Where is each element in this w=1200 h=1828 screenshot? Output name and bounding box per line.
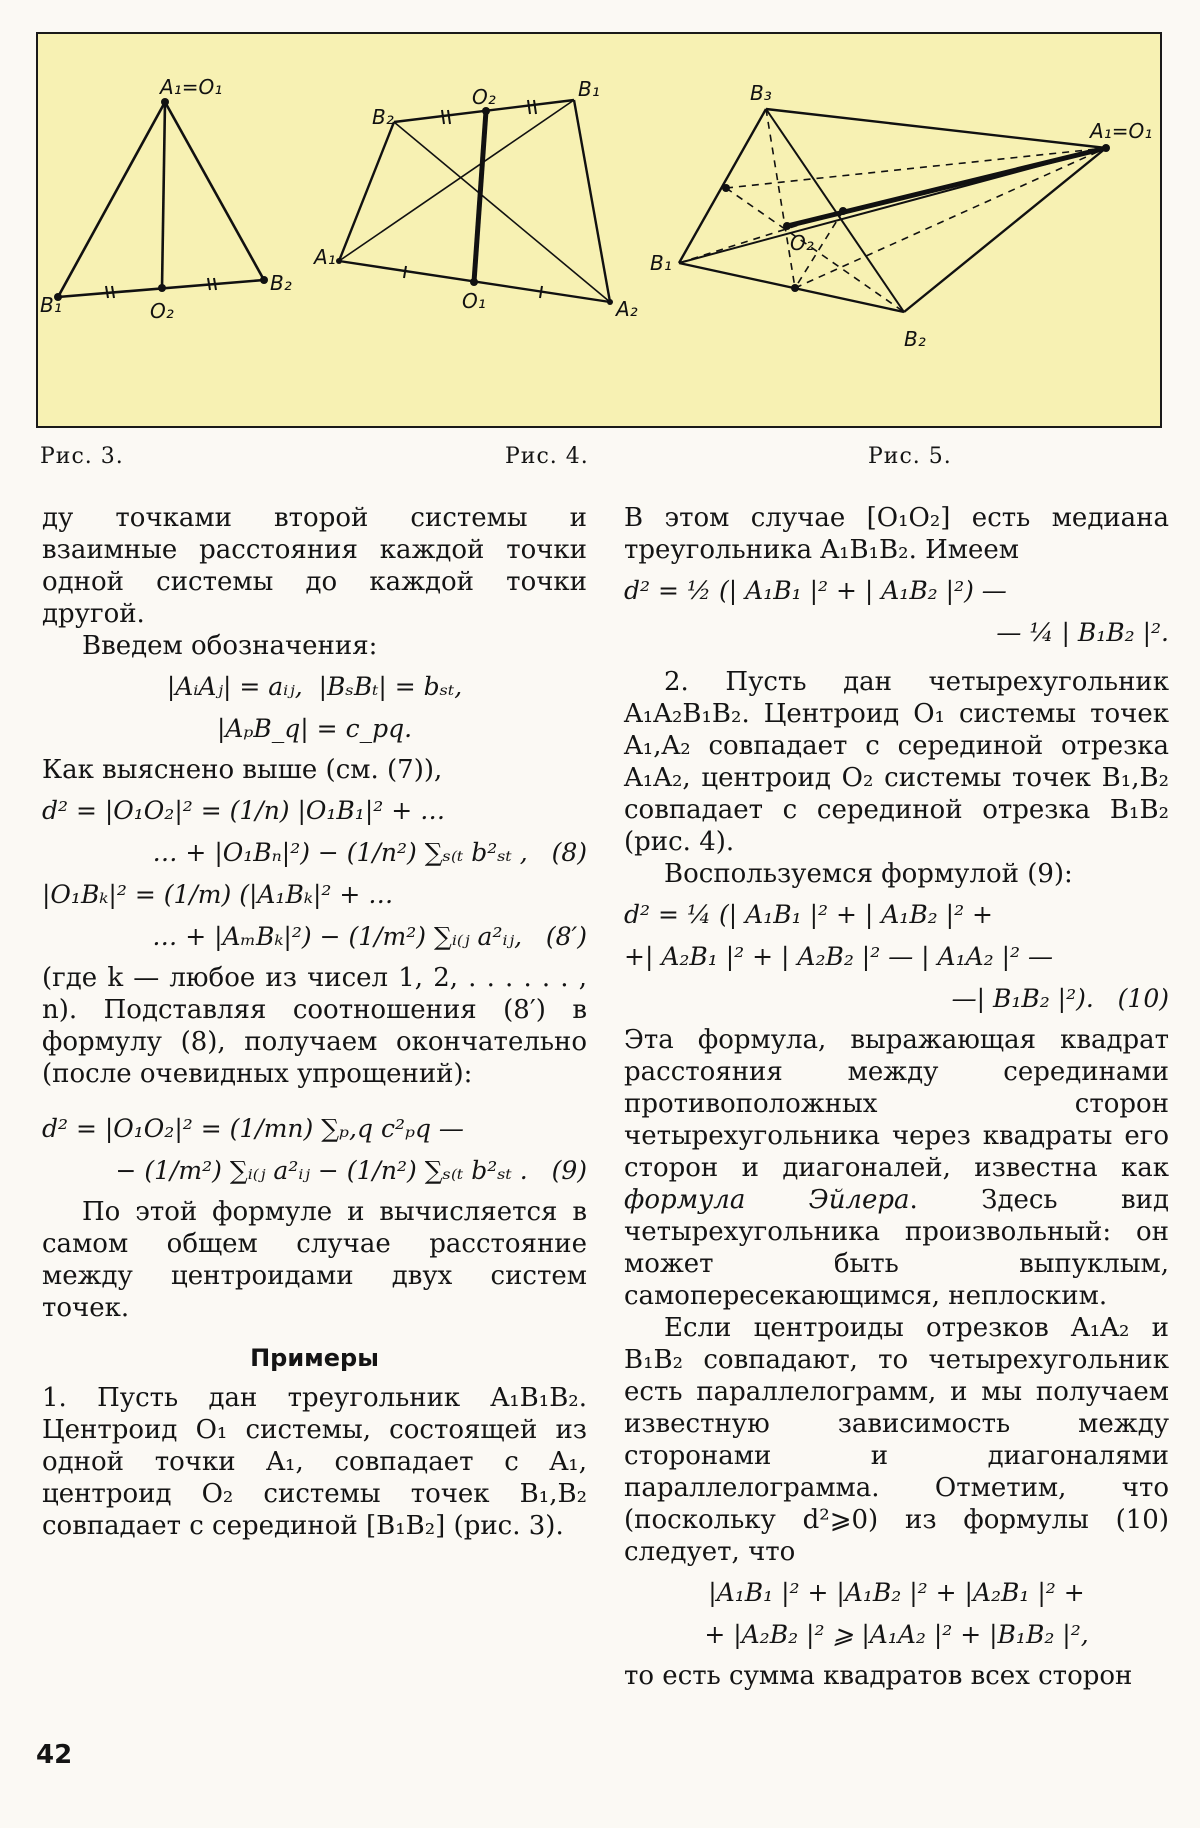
fig5-point-mid: [791, 284, 799, 292]
fig5-dashed: [726, 148, 1106, 188]
formula-10-line-2: +| A₂B₁ |² + | A₂B₂ |² — | A₁A₂ |² —: [624, 942, 1054, 971]
right-paragraph-2: 2. Пусть дан четырехугольник A₁A₂B₁B₂. Центроид O₁ системы точек A₁,A₂ совпадает с серединой отрезка A₁A₂, центроид O₂ системы точек B₁,B₂ совпадает с серединой отрезка B₁B₂ (рис. 4).: [624, 667, 1169, 857]
fig3-label-b1: B₁: [40, 293, 62, 317]
fig5-point-a1: [1102, 144, 1110, 152]
formula-9-line-2: − (1/m²) ∑ᵢ₍ⱼ a²ᵢⱼ − (1/n²) ∑ₛ₍ₜ b²ₛₜ . (9): [115, 1156, 587, 1185]
right-paragraph-4-post: . Здесь вид четырехугольника произвольный: он может быть выпуклым, самопересекающимся, неплоским.: [624, 1185, 1169, 1311]
right-paragraph-6: то есть сумма квадратов всех сторон: [624, 1661, 1133, 1691]
right-paragraph-5: Если центроиды отрезков A₁A₂ и B₁B₂ совпадают, то четырехугольник есть параллелограмм, и мы получаем известную зависимость между сторонами и диагоналями параллелограмма. Отметим, что (поскольку d²⩾0) из формулы (10) следует, что: [624, 1313, 1169, 1567]
fig4-drawing: [339, 100, 610, 302]
formula-notation-2: |AₚB_q| = c_pq.: [216, 714, 413, 743]
left-paragraph-5: По этой формуле и вычисляется в самом общем случае расстояние между центроидами двух систем точек.: [42, 1197, 587, 1323]
right-paragraph-4-pre: Эта формула, выражающая квадрат расстояния между серединами противоположных сторон четырехугольника через квадраты его сторон и диагоналей, известна как: [624, 1025, 1169, 1183]
formula-9-line-1: d² = |O₁O₂|² = (1/mn) ∑ₚ,q c²ₚq —: [42, 1114, 464, 1143]
fig3-tick: [208, 278, 210, 290]
euler-formula-term: формула Эйлера: [624, 1185, 910, 1215]
fig5-dashed: [766, 109, 795, 288]
figure-panel: [36, 32, 1162, 428]
fig3-tick: [106, 286, 108, 298]
fig5-edge-b3a1: [766, 109, 1106, 148]
fig4-label-b1: B₁: [578, 77, 600, 101]
left-paragraph-1: ду точками второй системы и взаимные расстояния каждой точки одной системы до каждой точки другой.: [42, 503, 587, 629]
fig4-tick: [404, 266, 406, 278]
right-paragraph-1: В этом случае [O₁O₂] есть медиана треугольника A₁B₁B₂. Имеем: [624, 503, 1169, 565]
fig4-tick: [448, 110, 450, 124]
fig4-point-a1: [336, 258, 342, 264]
fig3-label-a1o1: A₁=O₁: [160, 75, 223, 99]
fig5-edge-b3b2: [766, 109, 904, 312]
fig3-side-a1b2: [165, 102, 264, 280]
fig5-label-b1: B₁: [650, 251, 672, 275]
right-paragraph-3: Воспользуемся формулой (9):: [664, 859, 1073, 889]
fig4-label-a1: A₁: [314, 245, 336, 269]
fig5-label-b2: B₂: [904, 327, 926, 351]
fig4-tick: [442, 110, 444, 124]
right-column: [624, 502, 1169, 1692]
formula-notation-1: |AᵢAⱼ| = aᵢⱼ, |BₛBₜ| = bₛₜ,: [166, 672, 463, 701]
fig4-label-o1: O₁: [462, 289, 486, 313]
fig3-label-o2: O₂: [150, 299, 174, 323]
fig3-tick: [214, 278, 216, 290]
formula-8prime-line-2: … + |AₘBₖ|²) − (1/m²) ∑ᵢ₍ⱼ a²ᵢⱼ, (8′): [152, 922, 587, 951]
fig4-side-a1b2: [339, 122, 394, 261]
fig3-point-b2: [260, 276, 268, 284]
fig3-label-b2: B₂: [270, 271, 292, 295]
fig5-caption: Рис. 5.: [868, 444, 952, 469]
fig5-point-mid: [722, 184, 730, 192]
left-column: [42, 502, 587, 1542]
formula-inequality-line-2: + |A₂B₂ |² ⩾ |A₁A₂ |² + |B₁B₂ |²,: [704, 1620, 1089, 1649]
formula-median-line-1: d² = ½ (| A₁B₁ |² + | A₁B₂ |²) —: [624, 576, 1007, 605]
left-paragraph-2: Введем обозначения:: [82, 631, 378, 661]
fig4-caption: Рис. 4.: [505, 444, 589, 469]
left-paragraph-6: 1. Пусть дан треугольник A₁B₁B₂. Центроид O₁ системы, состоящей из одной точки A₁, совпадает с A₁, центроид O₂ системы точек B₁,B₂ совпадает с серединой [B₁B₂] (рис. 3).: [42, 1383, 587, 1541]
formula-inequality-line-1: |A₁B₁ |² + |A₁B₂ |² + |A₂B₁ |² +: [708, 1578, 1085, 1607]
fig4-label-o2: O₂: [472, 85, 496, 109]
fig3-tick: [112, 286, 114, 298]
fig4-label-a2: A₂: [616, 297, 638, 321]
formula-median-line-2: — ¼ | B₁B₂ |².: [996, 618, 1169, 647]
fig3-caption: Рис. 3.: [40, 444, 124, 469]
fig3-point-o2: [158, 284, 166, 292]
right-paragraph-4: [624, 1024, 1169, 1312]
formula-10-line-1: d² = ¼ (| A₁B₁ |² + | A₁B₂ |² +: [624, 900, 993, 929]
fig4-tick: [540, 286, 542, 298]
fig4-side-b1a2: [574, 100, 610, 302]
fig5-label-a1o1: A₁=O₁: [1090, 119, 1153, 143]
fig5-point-o2: [783, 222, 791, 230]
figures-svg: [38, 34, 1160, 426]
left-paragraph-4: (где k — любое из чисел 1, 2, . . . . . . , n). Подставляя соотношения (8′) в формулу (8), получаем окончательно (после очевидных упрощений):: [42, 963, 587, 1089]
formula-8-line-2: … + |O₁Bₙ|²) − (1/n²) ∑ₛ₍ₜ b²ₛₜ , (8): [152, 838, 587, 867]
fig4-tick: [528, 100, 530, 114]
fig5-label-o2: O₂: [790, 231, 814, 255]
fig5-drawing: [679, 109, 1106, 312]
section-heading: Примеры: [250, 1344, 379, 1372]
fig4-label-b2: B₂: [372, 105, 394, 129]
fig4-point-a2: [607, 299, 613, 305]
fig5-dashed: [795, 148, 1106, 288]
formula-8prime-line-1: |O₁Bₖ|² = (1/m) (|A₁Bₖ|² + …: [42, 880, 394, 909]
fig4-point-o1: [470, 278, 478, 286]
fig4-tick: [534, 100, 536, 114]
fig5-label-b3: B₃: [750, 81, 772, 105]
fig3-median: [162, 102, 165, 288]
fig3-drawing: [58, 102, 264, 298]
formula-10-line-3: —| B₁B₂ |²). (10): [951, 984, 1169, 1013]
fig5-edge-b3b1: [679, 109, 766, 263]
fig5-point-mid: [839, 207, 847, 215]
fig3-point-a1: [161, 98, 169, 106]
page-number: 42: [36, 1740, 73, 1770]
left-paragraph-3: Как выяснено выше (см. (7)),: [42, 755, 443, 785]
formula-8-line-1: d² = |O₁O₂|² = (1/n) |O₁B₁|² + …: [42, 796, 446, 825]
fig3-side-a1b1: [58, 102, 165, 297]
